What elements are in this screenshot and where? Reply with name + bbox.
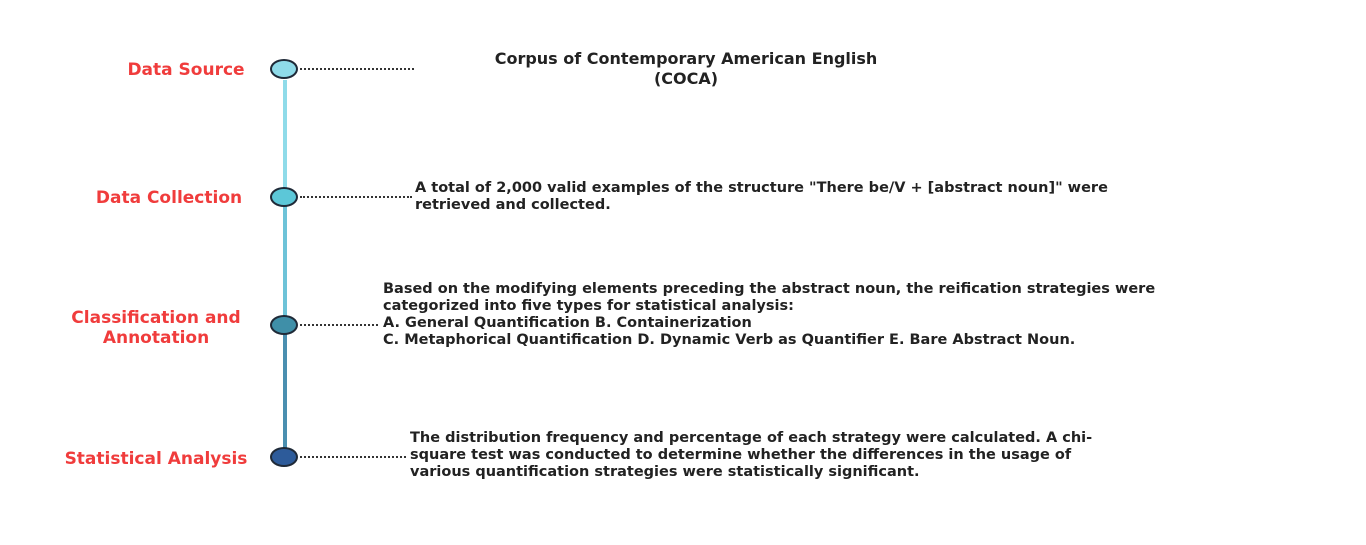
- timeline-node-statistical-analysis: [270, 447, 298, 467]
- description-line: square test was conducted to determine whether the differences in the usage of: [410, 447, 1072, 463]
- description-line: Based on the modifying elements preceding the abstract noun, the reification strategies were: [383, 281, 1156, 297]
- dotted-connector: [300, 68, 414, 70]
- timeline-node-data-source: [270, 59, 298, 79]
- stage-label-line: Statistical Analysis: [64, 449, 248, 469]
- description-line: retrieved and collected.: [415, 197, 611, 213]
- description-line: A total of 2,000 valid examples of the structure "There be/V + [abstract noun]" were: [415, 180, 1108, 196]
- dotted-connector: [300, 196, 412, 198]
- description-line: A. General Quantification B. Containerization: [383, 315, 752, 331]
- description-line: (COCA): [653, 69, 719, 88]
- stage-description-data-source: [430, 49, 942, 89]
- timeline-segment: [283, 80, 287, 197]
- stage-label-data-source: [118, 60, 254, 80]
- description-line: categorized into five types for statistical analysis:: [383, 298, 794, 314]
- stage-label-line: Annotation: [102, 328, 210, 348]
- stage-label-classification-annotation: [52, 308, 260, 348]
- stage-description-classification-annotation: [383, 281, 1323, 349]
- description-line: Corpus of Contemporary American English: [494, 49, 878, 68]
- stage-description-data-collection: [415, 180, 1295, 214]
- timeline-node-classification-annotation: [270, 315, 298, 335]
- timeline-node-data-collection: [270, 187, 298, 207]
- stage-label-line: Data Source: [127, 60, 245, 80]
- stage-description-statistical-analysis: [410, 430, 1310, 481]
- description-line: C. Metaphorical Quantification D. Dynamic Verb as Quantifier E. Bare Abstract Noun.: [383, 332, 1076, 348]
- dotted-connector: [300, 456, 406, 458]
- stage-label-line: Data Collection: [95, 188, 243, 208]
- stage-label-line: Classification and: [71, 308, 241, 328]
- description-line: various quantification strategies were statistically significant.: [410, 464, 920, 480]
- stage-label-data-collection: [82, 188, 256, 208]
- timeline-segment: [283, 325, 287, 457]
- timeline-segment: [283, 197, 287, 325]
- dotted-connector: [300, 324, 378, 326]
- description-line: The distribution frequency and percentage of each strategy were calculated. A chi-: [410, 430, 1093, 446]
- stage-label-statistical-analysis: [50, 449, 262, 469]
